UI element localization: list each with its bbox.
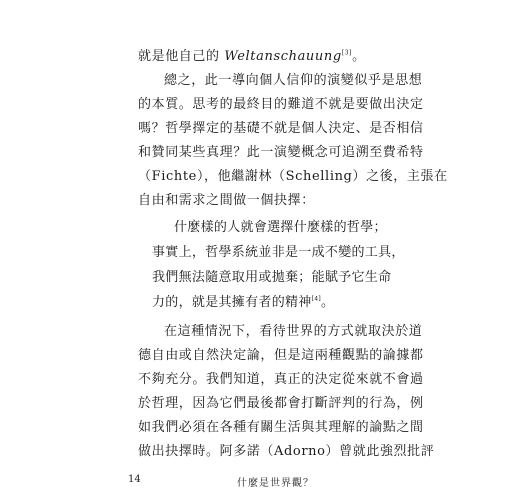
footnote-ref-4: [4] [311,295,322,303]
paragraph-2-line: 嗎？哲學擇定的基礎不就是個人決定、是否相信 [138,121,424,136]
paragraph-3-line: 在這種情況下，看待世界的方式就取決於道 [164,324,423,339]
paragraph-2-line: （Fichte），他繼謝林（Schelling）之後，主張在 [138,169,448,184]
block-quote [152,215,405,315]
paragraph-3-line: 不夠充分。我們知道，真正的決定從來就不會過 [138,372,424,387]
paragraph-1-last-line [138,45,366,69]
paragraph-2 [138,69,448,213]
paragraph-3-line: 如我們必須在各種有關生活與其理解的論點之間 [138,420,424,435]
paragraph-2-line: 的本質。思考的最終目的難道不就是要做出決定 [138,97,424,112]
quote-line: 力的，就是其擁有者的精神 [152,295,312,310]
quote-line: 什麼樣的人就會選擇什麼樣的哲學； [174,220,387,235]
weltanschauung-term: Weltanschauung [224,49,342,64]
paragraph-2-line: 總之，此一導向個人信仰的演變似乎是思想 [164,73,423,88]
quote-line: 事實上，哲學系統並非是一成不變的工具， [152,245,405,260]
page-number: 14 [128,474,141,485]
paragraph-1-suffix: 。 [352,49,366,64]
paragraph-3 [138,320,435,464]
paragraph-3-line: 做出抉擇時。阿多諾（Adorno）曾就此強烈批評 [138,444,435,459]
quote-last-line [152,290,382,315]
running-title: 什麼是世界觀？ [237,478,314,489]
quote-line: 我們無法隨意取用或拋棄；能賦予它生命 [152,270,392,285]
paragraph-2-line: 和贊同某些真理？此一演變概念可追溯至費希特 [138,145,424,160]
footnote-ref-3: [3] [341,49,353,57]
quote-end: 。 [321,295,335,310]
paragraph-1-prefix: 就是他自己的 [138,49,220,64]
paragraph-2-line: 自由和需求之間做一個抉擇： [138,193,315,208]
paragraph-3-line: 德自由或自然決定論，但是這兩種觀點的論據都 [138,348,424,363]
paragraph-3-line: 於哲理，因為它們最後都會打斷評判的行為，例 [138,396,424,411]
